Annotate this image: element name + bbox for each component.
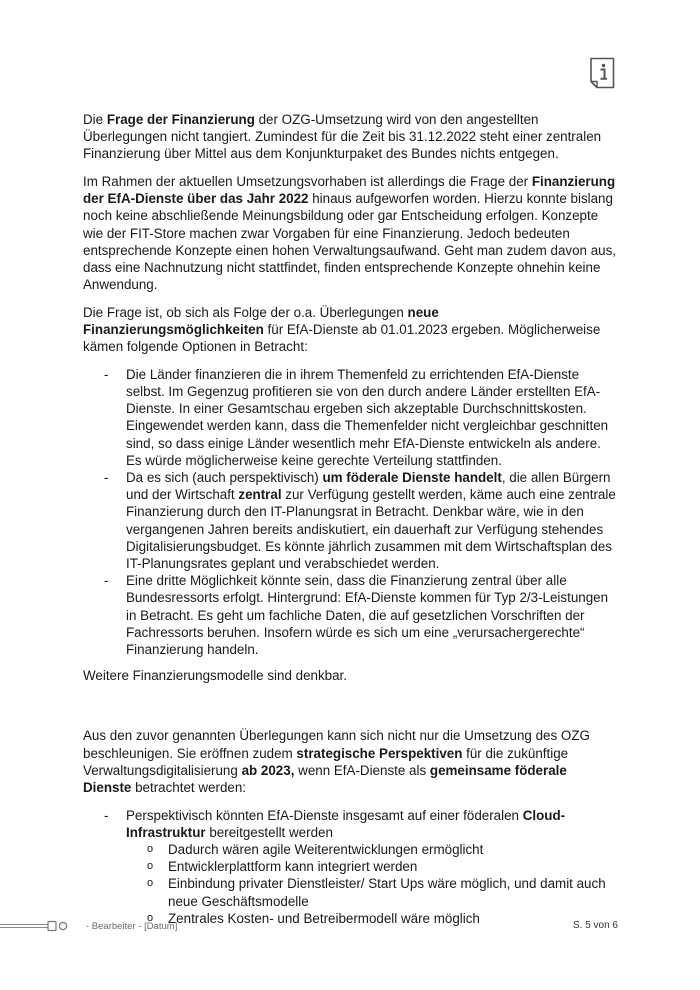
list-item [83,469,618,572]
paragraph-further-models: Weitere Finanzierungsmodelle sind denkbar. [83,668,347,684]
perspective-list [83,807,618,927]
option-text: Die Länder finanzieren die in ihrem Themenfeld zu errichtenden EfA-Dienste selbst. Im Gegenzug profitieren sie von den durch andere Länder erstellten EfA-Dienste. In einer Gesamtschau ergeben sich akzeptable Durchschnittskosten. [126,366,601,417]
paragraph-financing-beyond-2022: Im Rahmen der aktuellen Umsetzungsvorhaben ist allerdings die Frage der Finanzierung der EfA-Dienste über das Jahr 2022 hinaus aufgeworfen worden. Hierzu konnte bislang noch keine abschließende Meinungsbildung oder gar Entscheidung erfolgen. Konzepte wie der FIT-Store machen zwar Vorgaben für eine Finanzierung. Jedoch bedeuten entsprechende Konzepte einen hohen Verwaltungsaufwand. Geht man zudem davon aus, dass eine Nachnutzung nicht stattfindet, finden entsprechende Konzepte ohnehin keine Anwendung. [83,174,617,293]
list-item [83,366,618,469]
option-text-continued: Eingewendet werden kann, dass die Themenfelder nicht vergleichbar geschnitten sind, so dass einige Länder wesentlich mehr EfA-Dienste entwickeln als andere. Es würde möglicherweise keine gerechte Verteilung stattfinden. [126,418,609,468]
sub-list-marker: o [147,877,154,890]
sub-list-item: o Zentrales Kosten- und Betreibermodell wäre möglich [147,910,480,926]
paragraph-new-financing-options: Die Frage ist, ob sich als Folge der o.a. Überlegungen neue Finanzierungsmöglichkeiten für EfA-Dienste ab 01.01.2023 ergeben. Möglicherweise kämen folgende Optionen in Betracht: [83,304,601,355]
list-dash-marker: - [104,366,109,382]
sub-list-item: o Einbindung privater Dienstleister/ Start Ups wäre möglich, und damit auch neue Geschäftsmodelle [147,876,606,909]
list-item [83,807,618,927]
footer-author-date: - Bearbeiter - [Datum] [86,921,178,932]
paragraph-financing-question: Die Frage der Finanzierung der OZG-Umsetzung wird von den angestellten Überlegungen nicht tangiert. Zumindest für die Zeit bis 31.12.2022 steht einer zentralen Finanzierung über Mittel aus dem Konjunkturpaket des Bundes nichts entgegen. [83,112,602,162]
info-document-icon [589,57,616,89]
sub-list-marker: o [147,860,154,873]
option-text: Eine dritte Möglichkeit könnte sein, dass die Finanzierung zentral über alle Bundesressorts erfolgt. Hintergrund: EfA-Dienste kommen für Typ 2/3-Leistungen in Betracht. Es geht um fachliche Daten, die auf gesetzlichen Vorschriften der Fachressorts beruhen. Insofern würde es sich um eine „verursachergerechte“ Finanzierung handeln. [126,573,609,658]
list-dash-marker: - [104,807,109,823]
page-number: S. 5 von 6 [572,920,618,931]
paragraph-strategic-perspectives: Aus den zuvor genannten Überlegungen kann sich nicht nur die Umsetzung des OZG beschleunigen. Sie eröffnen zudem strategische Perspektiven für die zukünftige Verwaltungsdigitalisierung ab 2023, wenn EfA-Dienste als gemeinsame föderale Dienste betrachtet werden: [83,728,590,796]
document-body [83,111,618,936]
list-item [83,572,618,658]
sub-list-item: o Dadurch wären agile Weiterentwicklungen ermöglicht [147,842,484,858]
list-dash-marker: - [104,470,109,486]
footer-line-decoration-icon [0,920,72,932]
sub-list-marker: o [147,911,154,924]
sub-list-marker: o [147,843,154,856]
page-footer [0,917,700,937]
perspective-text: Perspektivisch könnten EfA-Dienste insgesamt auf einer föderalen Cloud-Infrastruktur bereitgestellt werden [126,807,566,840]
list-dash-marker: - [104,573,109,589]
perspective-sub-list [126,841,618,927]
option-text: Da es sich (auch perspektivisch) um föderale Dienste handelt, die allen Bürgern und der Wirtschaft zentral zur Verfügung gestellt werden, käme auch eine zentrale Finanzierung durch den IT-Planungsrat in Betracht. Denkbar wäre, wie in den vergangenen Jahren bereits andiskutiert, ein dauerhaft zur Verfügung stehendes Digitalisierungsbudget. Es könnte jährlich zusammen mit dem Wirtschaftsplan des IT-Planungsrates geplant und verabschiedet werden. [126,470,616,572]
sub-list-item: o Entwicklerplattform kann integriert werden [147,859,418,875]
financing-options-list [83,366,618,658]
